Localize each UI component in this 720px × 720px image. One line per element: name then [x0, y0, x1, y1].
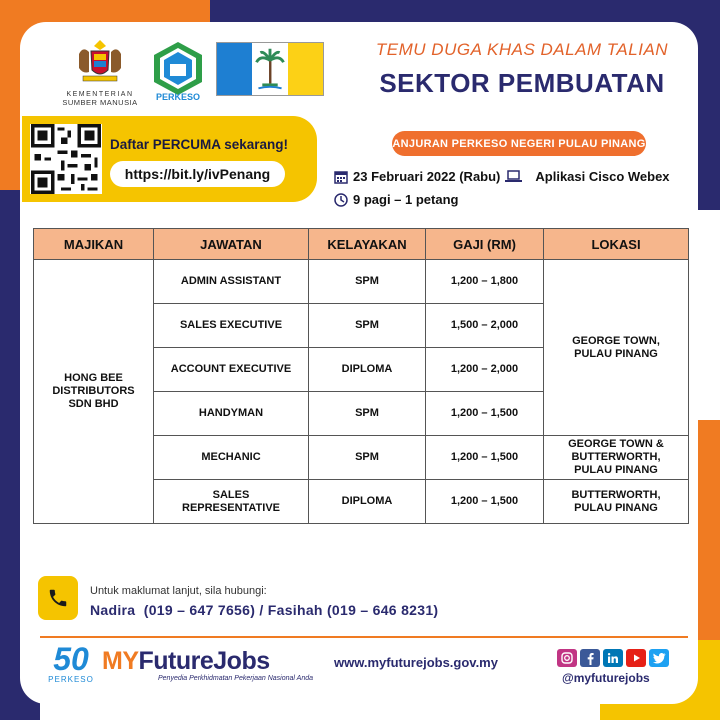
event-title: SEKTOR PEMBUATAN: [379, 68, 665, 98]
brand-tagline: Penyedia Perkhidmatan Pekerjaan Nasional Anda: [158, 675, 314, 682]
instagram-icon[interactable]: [557, 649, 577, 667]
salary-cell: 1,200 – 1,800: [426, 260, 544, 304]
perkeso-logo: [150, 40, 206, 102]
position-cell: ACCOUNT EXECUTIVE: [154, 348, 309, 392]
salary-cell: 1,200 – 1,500: [426, 480, 544, 524]
myfuturejobs-logo: [102, 647, 270, 676]
perkeso-small-label: PERKESO: [48, 675, 94, 684]
column-header-salary: GAJI (RM): [426, 229, 544, 260]
brand-my: MY: [102, 647, 139, 675]
position-cell: SALES EXECUTIVE: [154, 304, 309, 348]
salary-cell: 1,500 – 2,000: [426, 304, 544, 348]
column-header-position: JAWATAN: [154, 229, 309, 260]
position-cell: ADMIN ASSISTANT: [154, 260, 309, 304]
contact-label: Untuk maklumat lanjut, sila hubungi:: [90, 585, 267, 597]
perkeso-50-logo: [44, 643, 98, 688]
footer-divider: [40, 636, 688, 638]
location-cell: GEORGE TOWN & BUTTERWORTH, PULAU PINANG: [544, 436, 689, 480]
facebook-icon[interactable]: [580, 649, 600, 667]
qualification-cell: DIPLOMA: [309, 348, 426, 392]
laptop-icon: [505, 170, 522, 183]
website-link[interactable]: www.myfuturejobs.gov.my: [334, 655, 498, 670]
registration-label: Daftar PERCUMA sekarang!: [110, 137, 289, 152]
event-date: 23 Februari 2022 (Rabu): [353, 169, 501, 184]
ministry-logo: [50, 38, 150, 106]
social-handle[interactable]: @myfuturejobs: [562, 671, 650, 685]
table-row: [34, 260, 689, 304]
ministry-name-line1: KEMENTERIAN: [66, 91, 134, 98]
qr-code-icon[interactable]: [30, 124, 102, 194]
social-icons: [557, 649, 669, 667]
phone-icon: [47, 587, 69, 609]
table-header-row: [34, 229, 689, 260]
location-cell: BUTTERWORTH, PULAU PINANG: [544, 480, 689, 524]
employer-cell: HONG BEE DISTRIBUTORS SDN BHD: [34, 260, 154, 524]
phone-icon-box: [38, 576, 78, 620]
perkeso-label: PERKESO: [155, 92, 201, 102]
job-vacancy-table: [33, 228, 689, 524]
salary-cell: 1,200 – 2,000: [426, 348, 544, 392]
event-time-row: [334, 192, 458, 207]
coat-of-arms-icon: [73, 38, 127, 84]
location-cell: GEORGE TOWN, PULAU PINANG: [544, 260, 689, 436]
youtube-icon[interactable]: [626, 649, 646, 667]
qualification-cell: SPM: [309, 304, 426, 348]
contact-names: Nadira (019 – 647 7656) / Fasihah (019 – 646 8231): [90, 602, 439, 618]
salary-cell: 1,200 – 1,500: [426, 392, 544, 436]
salary-cell: 1,200 – 1,500: [426, 436, 544, 480]
position-cell: SALES REPRESENTATIVE: [154, 480, 309, 524]
event-date-row: [334, 169, 670, 184]
qualification-cell: SPM: [309, 392, 426, 436]
calendar-icon: [334, 170, 348, 184]
penang-flag: [216, 42, 324, 96]
event-platform: Aplikasi Cisco Webex: [535, 169, 670, 184]
position-cell: MECHANIC: [154, 436, 309, 480]
registration-link[interactable]: https://bit.ly/ivPenang: [110, 161, 285, 187]
qualification-cell: DIPLOMA: [309, 480, 426, 524]
position-cell: HANDYMAN: [154, 392, 309, 436]
ministry-name-line2: SUMBER MANUSIA: [62, 98, 138, 107]
twitter-icon[interactable]: [649, 649, 669, 667]
linkedin-icon[interactable]: [603, 649, 623, 667]
palm-tree-icon: [252, 43, 288, 95]
organizer-badge: ANJURAN PERKESO NEGERI PULAU PINANG: [392, 131, 646, 156]
qualification-cell: SPM: [309, 260, 426, 304]
anniversary-number: 50: [53, 641, 89, 677]
event-subtitle: TEMU DUGA KHAS DALAM TALIAN: [375, 40, 669, 59]
column-header-location: LOKASI: [544, 229, 689, 260]
perkeso-emblem-icon: [150, 40, 206, 102]
clock-icon: [334, 193, 348, 207]
column-header-employer: MAJIKAN: [34, 229, 154, 260]
event-time: 9 pagi – 1 petang: [353, 192, 459, 207]
brand-futurejobs: FutureJobs: [138, 647, 270, 675]
qualification-cell: SPM: [309, 436, 426, 480]
column-header-qualification: KELAYAKAN: [309, 229, 426, 260]
